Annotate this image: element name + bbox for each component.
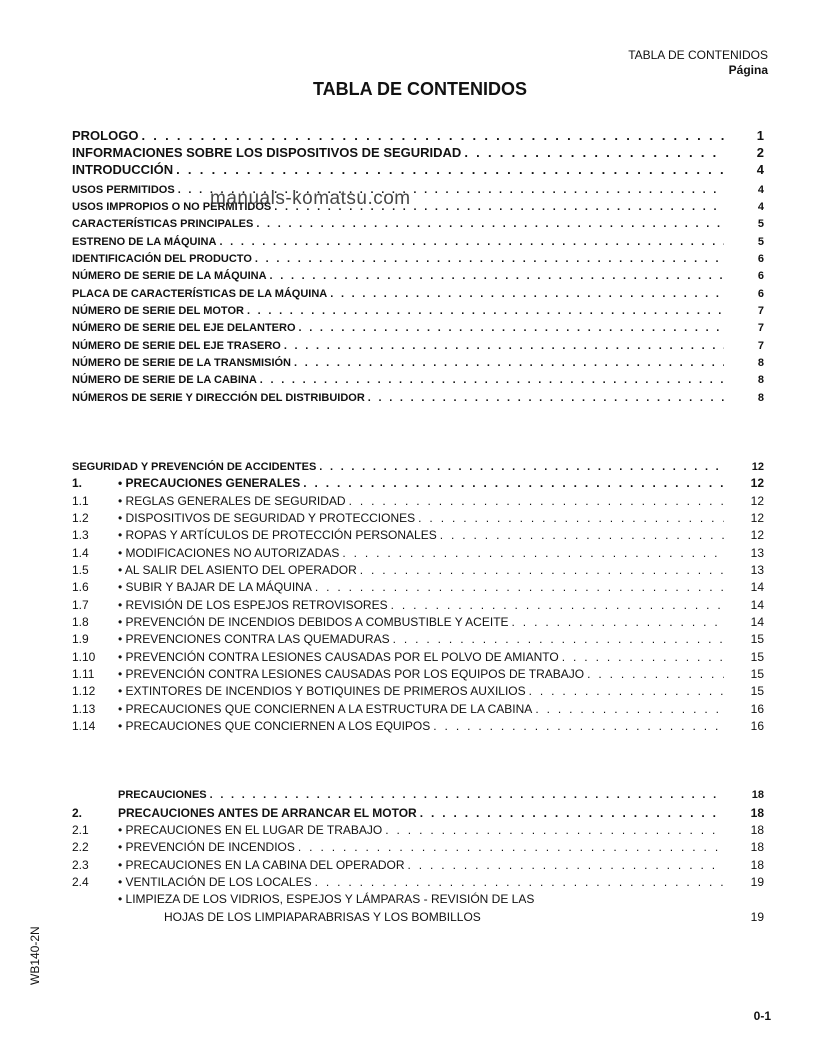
toc-entry bbox=[72, 578, 764, 594]
toc-leader-dots bbox=[256, 218, 724, 230]
toc-leader-dots bbox=[385, 823, 724, 837]
toc-entry-number: 1.6 bbox=[72, 580, 89, 594]
toc-entry-label: SEGURIDAD Y PREVENCIÓN DE ACCIDENTES bbox=[72, 461, 317, 473]
toc-entry bbox=[72, 613, 764, 629]
toc-entry-number: 1.7 bbox=[72, 598, 89, 612]
toc-entry-page: 19 bbox=[750, 910, 764, 924]
toc-entry-label: • PRECAUCIONES GENERALES bbox=[118, 476, 301, 490]
toc-entry bbox=[72, 266, 764, 282]
toc-entry-page: 8 bbox=[757, 357, 764, 369]
toc-leader-dots bbox=[299, 322, 725, 334]
toc-entry-label: CARACTERÍSTICAS PRINCIPALES bbox=[72, 218, 254, 230]
toc-entry bbox=[72, 318, 764, 334]
toc-entry-label: • PREVENCIÓN DE INCENDIOS DEBIDOS A COMBUSTIBLE Y ACEITE bbox=[118, 615, 509, 629]
toc-entry bbox=[72, 180, 764, 196]
toc-entry-label: ESTRENO DE LA MÁQUINA bbox=[72, 236, 217, 248]
toc-leader-dots bbox=[210, 789, 724, 801]
toc-leader-dots bbox=[315, 580, 724, 594]
toc-leader-dots bbox=[418, 511, 724, 525]
toc-leader-dots bbox=[342, 546, 724, 560]
toc-entry-page: 12 bbox=[750, 494, 764, 508]
toc-entry bbox=[72, 197, 764, 213]
toc-leader-dots bbox=[360, 563, 724, 577]
running-header bbox=[628, 48, 768, 78]
toc-leader-dots bbox=[176, 162, 724, 177]
toc-entry-number: 1.10 bbox=[72, 650, 96, 664]
toc-leader-dots bbox=[587, 667, 724, 681]
page-title: TABLA DE CONTENIDOS bbox=[313, 79, 527, 99]
toc-entry-label: • AL SALIR DEL ASIENTO DEL OPERADOR bbox=[118, 563, 357, 577]
toc-leader-dots bbox=[270, 270, 724, 282]
toc-entry-page: 5 bbox=[757, 218, 764, 230]
toc-entry bbox=[72, 596, 764, 612]
toc-entry-label: NÚMERO DE SERIE DEL EJE DELANTERO bbox=[72, 322, 296, 334]
toc-entry-page: 6 bbox=[757, 253, 764, 265]
toc-leader-dots bbox=[284, 340, 724, 352]
toc-entry-label: • SUBIR Y BAJAR DE LA MÁQUINA bbox=[118, 580, 312, 594]
toc-leader-dots bbox=[349, 494, 724, 508]
toc-leader-dots bbox=[219, 236, 724, 248]
toc-entry bbox=[72, 336, 764, 352]
toc-entry-number: 2.2 bbox=[72, 840, 89, 854]
toc-entry-page: 14 bbox=[750, 598, 764, 612]
toc-leader-dots bbox=[529, 684, 724, 698]
toc-entry-label: • VENTILACIÓN DE LOS LOCALES bbox=[118, 875, 312, 889]
toc-entry-label: NÚMERO DE SERIE DEL EJE TRASERO bbox=[72, 340, 281, 352]
toc-leader-dots bbox=[260, 374, 724, 386]
toc-leader-dots bbox=[440, 528, 724, 542]
toc-entry bbox=[72, 284, 764, 300]
toc-entry-label: PROLOGO bbox=[72, 128, 139, 143]
toc-entry-number: 1.8 bbox=[72, 615, 89, 629]
toc-entry bbox=[72, 873, 764, 889]
toc-entry-label: USOS PERMITIDOS bbox=[72, 184, 175, 196]
toc-entry-page: 5 bbox=[757, 236, 764, 248]
toc-entry-page: 7 bbox=[757, 322, 764, 334]
toc-leader-dots bbox=[433, 719, 724, 733]
toc-entry bbox=[72, 144, 764, 160]
toc-entry-label: • PREVENCIÓN CONTRA LESIONES CAUSADAS POR EL POLVO DE AMIANTO bbox=[118, 650, 559, 664]
toc-entry bbox=[72, 388, 764, 404]
toc-entry-number: 1.14 bbox=[72, 719, 96, 733]
toc-entry-label: • PRECAUCIONES EN LA CABINA DEL OPERADOR bbox=[118, 858, 405, 872]
toc-entry-page: 15 bbox=[750, 632, 764, 646]
toc-entry-label: • LIMPIEZA DE LOS VIDRIOS, ESPEJOS Y LÁMPARAS - REVISIÓN DE LAS bbox=[118, 892, 535, 906]
toc-entry bbox=[72, 648, 764, 664]
toc-entry bbox=[72, 682, 764, 698]
toc-entry bbox=[72, 457, 764, 473]
toc-leader-dots bbox=[535, 702, 724, 716]
toc-entry-number: 1. bbox=[72, 476, 83, 490]
toc-entry bbox=[72, 509, 764, 525]
toc-entry-label: USOS IMPROPIOS O NO PERMITIDOS bbox=[72, 201, 272, 213]
toc-entry-label: • PREVENCIÓN DE INCENDIOS bbox=[118, 840, 295, 854]
toc-entry bbox=[72, 370, 764, 386]
toc-entry-page: 16 bbox=[750, 702, 764, 716]
toc-entry-page: 14 bbox=[750, 580, 764, 594]
toc-entry-page: 15 bbox=[750, 650, 764, 664]
watermark: manuals-komatsu.com bbox=[210, 188, 411, 209]
toc-leader-dots bbox=[315, 875, 724, 889]
toc-entry bbox=[72, 630, 764, 646]
toc-entry-number: 2.3 bbox=[72, 858, 89, 872]
toc-leader-dots bbox=[255, 253, 724, 265]
toc-leader-dots bbox=[408, 858, 725, 872]
toc-entry-label: • EXTINTORES DE INCENDIOS Y BOTIQUINES DE PRIMEROS AUXILIOS bbox=[118, 684, 526, 698]
toc-entry bbox=[72, 804, 764, 820]
toc-entry-page: 18 bbox=[750, 840, 764, 854]
toc-entry-page: 12 bbox=[750, 528, 764, 542]
toc-entry-page: 7 bbox=[757, 305, 764, 317]
toc-entry-number: 1.5 bbox=[72, 563, 89, 577]
toc-entry bbox=[72, 821, 764, 837]
toc-entry-page: 6 bbox=[757, 288, 764, 300]
toc-leader-dots bbox=[562, 650, 724, 664]
toc-entry-label: • PREVENCIÓN CONTRA LESIONES CAUSADAS POR LOS EQUIPOS DE TRABAJO bbox=[118, 667, 585, 681]
toc-entry bbox=[72, 127, 764, 143]
toc-entry-label: PLACA DE CARACTERÍSTICAS DE LA MÁQUINA bbox=[72, 288, 328, 300]
model-code: WB140-2N bbox=[28, 926, 42, 985]
toc-entry-page: 18 bbox=[750, 858, 764, 872]
toc-entry bbox=[72, 908, 764, 924]
toc-leader-dots bbox=[512, 615, 724, 629]
toc-entry-page: 13 bbox=[750, 563, 764, 577]
toc-entry-label: NÚMEROS DE SERIE Y DIRECCIÓN DEL DISTRIBUIDOR bbox=[72, 392, 365, 404]
toc-entry-label: • PREVENCIONES CONTRA LAS QUEMADURAS bbox=[118, 632, 390, 646]
toc-entry-label: NÚMERO DE SERIE DE LA MÁQUINA bbox=[72, 270, 267, 282]
toc-entry-label: • DISPOSITIVOS DE SEGURIDAD Y PROTECCIONES bbox=[118, 511, 416, 525]
toc-entry-label: INFORMACIONES SOBRE LOS DISPOSITIVOS DE SEGURIDAD bbox=[72, 145, 462, 160]
toc-entry bbox=[72, 890, 764, 906]
toc-entry bbox=[72, 526, 764, 542]
toc-entry-label: • REGLAS GENERALES DE SEGURIDAD bbox=[118, 494, 346, 508]
toc-entry-label: INTRODUCCIÓN bbox=[72, 162, 174, 177]
toc-entry-number: 1.11 bbox=[72, 667, 95, 681]
toc-entry-page: 4 bbox=[757, 184, 764, 196]
toc-entry-page: 12 bbox=[750, 511, 764, 525]
toc-entry bbox=[72, 214, 764, 230]
toc-entry-label: PRECAUCIONES ANTES DE ARRANCAR EL MOTOR bbox=[118, 806, 417, 820]
toc-entry bbox=[72, 700, 764, 716]
toc-leader-dots bbox=[294, 357, 724, 369]
toc-entry-page: 19 bbox=[750, 875, 764, 889]
toc-entry-page: 12 bbox=[750, 476, 764, 490]
toc-leader-dots bbox=[141, 128, 724, 143]
toc-entry-number: 1.3 bbox=[72, 528, 89, 542]
toc-entry-label: NÚMERO DE SERIE DE LA CABINA bbox=[72, 374, 257, 386]
toc-entry-page: 7 bbox=[757, 340, 764, 352]
toc-entry-page: 18 bbox=[750, 823, 764, 837]
toc-entry-page: 13 bbox=[750, 546, 764, 560]
toc-entry-page: 2 bbox=[756, 145, 764, 160]
toc-entry-page: 6 bbox=[757, 270, 764, 282]
toc-entry-page: 4 bbox=[757, 201, 764, 213]
toc-leader-dots bbox=[391, 598, 724, 612]
toc-entry-page: 18 bbox=[751, 789, 764, 801]
toc-entry-page: 1 bbox=[756, 128, 764, 143]
toc-entry-label: • PRECAUCIONES EN EL LUGAR DE TRABAJO bbox=[118, 823, 383, 837]
toc-entry-number: 1.1 bbox=[72, 494, 89, 508]
toc-leader-dots bbox=[303, 476, 724, 490]
toc-entry-page: 12 bbox=[751, 461, 764, 473]
toc-entry-number: 1.13 bbox=[72, 702, 96, 716]
toc-entry-label: • ROPAS Y ARTÍCULOS DE PROTECCIÓN PERSONALES bbox=[118, 528, 437, 542]
toc-leader-dots bbox=[298, 840, 724, 854]
toc-leader-dots bbox=[247, 305, 724, 317]
toc-entry bbox=[72, 353, 764, 369]
toc-entry bbox=[72, 232, 764, 248]
toc-entry-page: 4 bbox=[756, 162, 764, 177]
toc-entry-label: • PRECAUCIONES QUE CONCIERNEN A LA ESTRUCTURA DE LA CABINA bbox=[118, 702, 533, 716]
header-page-label: Página bbox=[728, 63, 768, 77]
toc-entry-label: • REVISIÓN DE LOS ESPEJOS RETROVISORES bbox=[118, 598, 388, 612]
toc-entry-page: 15 bbox=[750, 684, 764, 698]
toc-entry-page: 15 bbox=[750, 667, 764, 681]
toc-entry bbox=[72, 665, 764, 681]
toc-leader-dots bbox=[330, 288, 724, 300]
toc-leader-dots bbox=[368, 392, 724, 404]
toc-leader-dots bbox=[420, 806, 724, 820]
toc-entry bbox=[72, 492, 764, 508]
toc-entry-label: NÚMERO DE SERIE DEL MOTOR bbox=[72, 305, 244, 317]
toc-entry-page: 8 bbox=[757, 374, 764, 386]
toc-entry-page: 16 bbox=[750, 719, 764, 733]
toc-entry-number: 2.4 bbox=[72, 875, 89, 889]
toc-entry-number: 1.4 bbox=[72, 546, 89, 560]
header-section: TABLA DE CONTENIDOS bbox=[628, 48, 768, 62]
toc-entry-label: PRECAUCIONES bbox=[118, 789, 207, 801]
toc-entry bbox=[72, 474, 764, 490]
toc-entry bbox=[72, 301, 764, 317]
toc-entry-label: • MODIFICACIONES NO AUTORIZADAS bbox=[118, 546, 340, 560]
toc-entry-page: 8 bbox=[757, 392, 764, 404]
toc-entry-page: 18 bbox=[750, 806, 764, 820]
toc-entry-page: 14 bbox=[750, 615, 764, 629]
toc-entry-label: HOJAS DE LOS LIMPIAPARABRISAS Y LOS BOMBILLOS bbox=[164, 910, 481, 924]
toc-entry-label: IDENTIFICACIÓN DEL PRODUCTO bbox=[72, 253, 252, 265]
toc-leader-dots bbox=[393, 632, 724, 646]
toc-entry bbox=[72, 838, 764, 854]
toc-entry-number: 1.12 bbox=[72, 684, 96, 698]
toc-entry bbox=[72, 717, 764, 733]
toc-entry-number: 1.2 bbox=[72, 511, 89, 525]
toc-entry bbox=[72, 856, 764, 872]
toc-entry bbox=[72, 249, 764, 265]
page-number: 0-1 bbox=[753, 1009, 771, 1023]
toc-leader-dots bbox=[319, 461, 724, 473]
toc-leader-dots bbox=[464, 145, 724, 160]
toc-entry-label: NÚMERO DE SERIE DE LA TRANSMISIÓN bbox=[72, 357, 291, 369]
toc-entry-number: 2.1 bbox=[72, 823, 89, 837]
toc-entry bbox=[72, 161, 764, 177]
toc-entry bbox=[72, 561, 764, 577]
toc-entry bbox=[72, 544, 764, 560]
toc-entry bbox=[72, 785, 764, 801]
toc-entry-label: • PRECAUCIONES QUE CONCIERNEN A LOS EQUIPOS bbox=[118, 719, 431, 733]
toc-entry-number: 2. bbox=[72, 806, 83, 820]
toc-entry-number: 1.9 bbox=[72, 632, 89, 646]
